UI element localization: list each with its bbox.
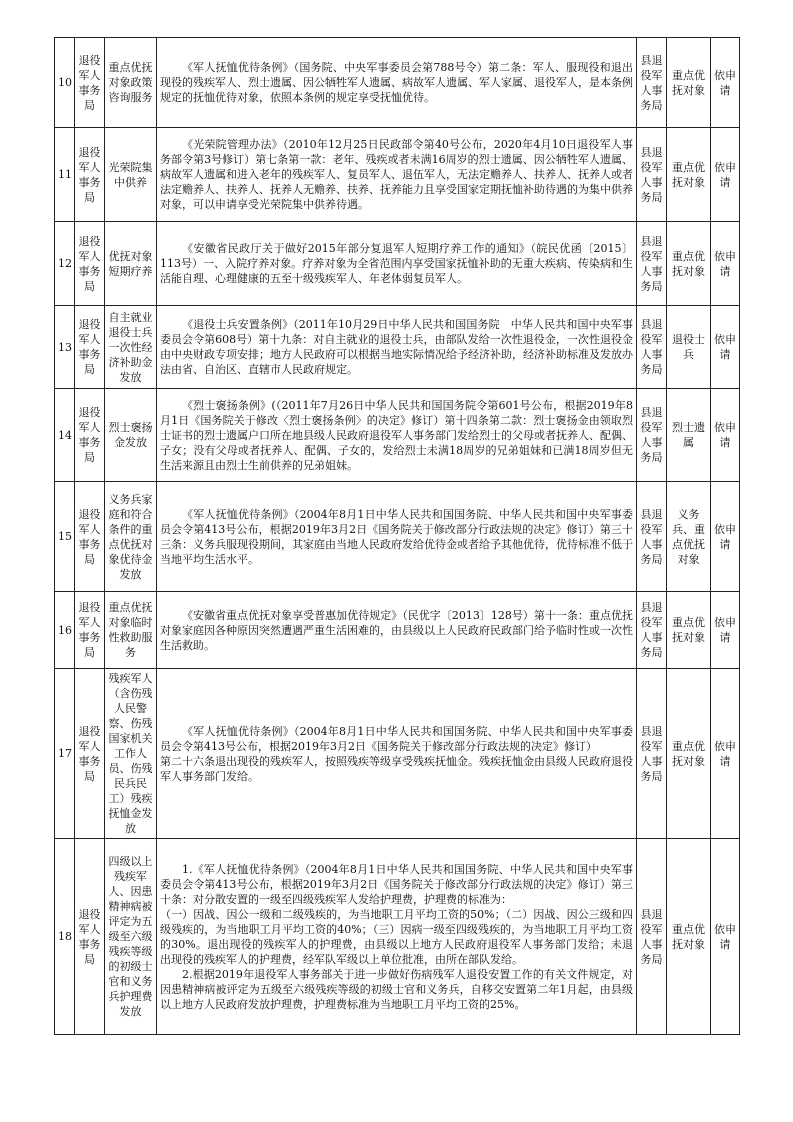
service-object-cell: 义务兵、重点优抚对象: [667, 482, 711, 592]
department-cell: 退役军人事务局: [75, 482, 105, 592]
table-row: [55, 482, 740, 592]
service-object-cell: 退役士兵: [667, 306, 711, 389]
legal-basis-cell: [157, 38, 637, 128]
basis-paragraph: 《安徽省民政厅关于做好2015年部分复退军人短期疗养工作的通知》（皖民优函〔2015〕113号）一、入院疗养对象。疗养对象为全省范围内享受国家抚恤补助的无重大疾病、传染病和生活能自理、心理健康的五至十级残疾军人、年老体弱复员军人。: [160, 242, 633, 285]
legal-basis-cell: [157, 482, 637, 592]
department-cell: 退役军人事务局: [75, 128, 105, 222]
row-number: 10: [55, 38, 75, 128]
legal-basis-cell: [157, 128, 637, 222]
responsible-unit-cell: 县退役军人事务局: [637, 482, 667, 592]
row-number: 16: [55, 592, 75, 669]
responsible-unit-cell: 县退役军人事务局: [637, 222, 667, 306]
table-row: [55, 306, 740, 389]
service-name-cell: 烈士褒扬金发放: [105, 389, 157, 482]
service-name-cell: 四级以上残疾军人、因患精神病被评定为五级至六级残疾等级的初级士官和义务兵护理费发放: [105, 839, 157, 1035]
legal-basis-cell: [157, 839, 637, 1035]
basis-paragraph: 《安徽省重点优抚对象享受普惠加优待规定》（民优字〔2013〕128号）第十一条：重点优抚对象家庭因各种原因突然遭遇严重生活困难的，由县级以上人民政府民政部门给予临时性或一次性生活救助。: [160, 608, 633, 652]
department-cell: 退役军人事务局: [75, 669, 105, 839]
department-cell: 退役军人事务局: [75, 306, 105, 389]
service-name-cell: 重点优抚对象政策咨询服务: [105, 38, 157, 128]
basis-paragraph: 《军人抚恤优待条例》（2004年8月1日中华人民共和国国务院、中华人民共和国中央军事委员会令第413号公布，根据2019年3月2日《国务院关于修改部分行政法规的决定》修订）第三十三条：义务兵服现役期间，其家庭由当地人民政府发给优待金或者给予其他优待，优待标准不低于当地平均生活水平。: [160, 507, 633, 566]
service-object-cell: 重点优抚对象: [667, 839, 711, 1035]
basis-paragraph: 《退役士兵安置条例》（2011年10月29日中华人民共和国国务院 中华人民共和国中央军事委员会令第608号）第十九条：对自主就业的退役士兵，由部队发给一次性退役金，一次性退役金由中央财政专项安排；地方人民政府可以根据当地实际情况给予经济补助，经济补助标准及发放办法由省、自治区、直辖市人民政府规定。: [160, 318, 633, 376]
basis-paragraph: 《军人抚恤优待条例》（国务院、中央军事委员会第788号令）第二条：军人、服现役和退出现役的残疾军人、烈士遗属、因公牺牲军人遗属、病故军人遗属、军人家属、退役军人，是本条例规定的抚恤优待对象，依照本条例的规定享受抚恤优待。: [160, 61, 633, 104]
table-row: [55, 669, 740, 839]
basis-paragraph: 《军人抚恤优待条例》（2004年8月1日中华人民共和国国务院、中华人民共和国中央军事委员会令第413号公布，根据2019年3月2日《国务院关于修改部分行政法规的决定》修订）: [160, 724, 633, 753]
service-name-cell: 义务兵家庭和符合条件的重点优抚对象优待金发放: [105, 482, 157, 592]
legal-basis-cell: [157, 222, 637, 306]
responsible-unit-cell: 县退役军人事务局: [637, 389, 667, 482]
table-row: [55, 592, 740, 669]
service-mode-cell: 依申请: [711, 222, 740, 306]
legal-basis-cell: [157, 592, 637, 669]
department-cell: 退役军人事务局: [75, 222, 105, 306]
basis-paragraph: 2.根据2019年退役军人事务部关于进一步做好伤病残军人退役安置工作的有关文件规定，对因患精神病被评定为五级至六级残疾等级的初级士官和义务兵，自移交安置第二年1月起，由县级以上地方人民政府发放护理费，护理费标准为当地职工月平均工资的25%。: [160, 967, 633, 1011]
service-mode-cell: 依申请: [711, 669, 740, 839]
service-mode-cell: 依申请: [711, 389, 740, 482]
responsible-unit-cell: 县退役军人事务局: [637, 592, 667, 669]
responsible-unit-cell: 县退役军人事务局: [637, 306, 667, 389]
row-number: 13: [55, 306, 75, 389]
service-object-cell: 重点优抚对象: [667, 592, 711, 669]
service-object-cell: 重点优抚对象: [667, 669, 711, 839]
service-object-cell: 重点优抚对象: [667, 38, 711, 128]
table-row: [55, 222, 740, 306]
table-body: [55, 38, 740, 1035]
department-cell: 退役军人事务局: [75, 839, 105, 1035]
service-mode-cell: 依申请: [711, 839, 740, 1035]
service-object-cell: 重点优抚对象: [667, 222, 711, 306]
department-cell: 退役军人事务局: [75, 389, 105, 482]
department-cell: 退役军人事务局: [75, 592, 105, 669]
table-row: [55, 128, 740, 222]
service-mode-cell: 依申请: [711, 482, 740, 592]
service-name-cell: 光荣院集中供养: [105, 128, 157, 222]
row-number: 12: [55, 222, 75, 306]
service-mode-cell: 依申请: [711, 592, 740, 669]
basis-paragraph: （一）因战、因公一级和二级残疾的，为当地职工月平均工资的50%；（二）因战、因公三级和四级残疾的，为当地职工月平均工资的40%；（三）因病一级至四级残疾的，为当地职工月平均工资的30%。退出现役的残疾军人的护理费，由县级以上地方人民政府退役军人事务部门发给；未退出现役的残疾军人的护理费，经军队军级以上单位批准，由所在部队发给。: [160, 907, 633, 966]
basis-paragraph: 1.《军人抚恤优待条例》（2004年8月1日中华人民共和国国务院、中华人民共和国中央军事委员会令第413号公布，根据2019年3月2日《国务院关于修改部分行政法规的决定》修订）第三十条：对分散安置的一级至四级残疾军人发给护理费，护理费的标准为：: [160, 862, 633, 906]
service-mode-cell: 依申请: [711, 306, 740, 389]
legal-basis-cell: [157, 306, 637, 389]
legal-basis-cell: [157, 389, 637, 482]
basis-paragraph: 第二十六条退出现役的残疾军人，按照残疾等级享受残疾抚恤金。残疾抚恤金由县级人民政府退役军人事务部门发给。: [160, 754, 633, 783]
table-row: [55, 38, 740, 128]
row-number: 14: [55, 389, 75, 482]
responsible-unit-cell: 县退役军人事务局: [637, 669, 667, 839]
row-number: 17: [55, 669, 75, 839]
row-number: 11: [55, 128, 75, 222]
service-name-cell: 优抚对象短期疗养: [105, 222, 157, 306]
row-number: 15: [55, 482, 75, 592]
responsible-unit-cell: 县退役军人事务局: [637, 38, 667, 128]
service-list-table: [54, 37, 740, 1035]
service-name-cell: 残疾军人（含伤残人民警察、伤残国家机关工作人员、伤残民兵民工）残疾抚恤金发放: [105, 669, 157, 839]
service-object-cell: 重点优抚对象: [667, 128, 711, 222]
table-row: [55, 389, 740, 482]
row-number: 18: [55, 839, 75, 1035]
basis-paragraph: 《光荣院管理办法》（2010年12月25日民政部令第40号公布，2020年4月10日退役军人事务部令第3号修订）第七条第一款：老年、残疾或者未满16周岁的烈士遗属、因公牺牲军人遗属、病故军人遗属和进入老年的残疾军人、复员军人、退伍军人，无法定赡养人、扶养人、抚养人或者法定赡养人、扶养人、抚养人无赡养、扶养、抚养能力且享受国家定期抚恤补助待遇的为集中供养对象，可以申请享受光荣院集中供养待遇。: [160, 138, 633, 211]
service-object-cell: 烈士遗属: [667, 389, 711, 482]
service-mode-cell: 依申请: [711, 128, 740, 222]
service-mode-cell: 依申请: [711, 38, 740, 128]
legal-basis-cell: [157, 669, 637, 839]
service-name-cell: 重点优抚对象临时性救助服务: [105, 592, 157, 669]
basis-paragraph: 《烈士褒扬条例》(（2011年7月26日中华人民共和国国务院令第601号公布，根据2019年8月1日《国务院关于修改〈烈士褒扬条例〉的决定》修订）第十四条第二款：烈士褒扬金由领取烈士证书的烈士遗属户口所在地县级人民政府退役军人事务部门发给烈士的父母或者抚养人、配偶、子女；没有父母或者抚养人、配偶、子女的，发给烈士未满18周岁的兄弟姐妹和已满18周岁但无生活来源且由烈士生前供养的兄弟姐妹。: [160, 398, 633, 472]
responsible-unit-cell: 县退役军人事务局: [637, 839, 667, 1035]
responsible-unit-cell: 县退役军人事务局: [637, 128, 667, 222]
department-cell: 退役军人事务局: [75, 38, 105, 128]
table-row: [55, 839, 740, 1035]
service-name-cell: 自主就业退役士兵一次性经济补助金发放: [105, 306, 157, 389]
